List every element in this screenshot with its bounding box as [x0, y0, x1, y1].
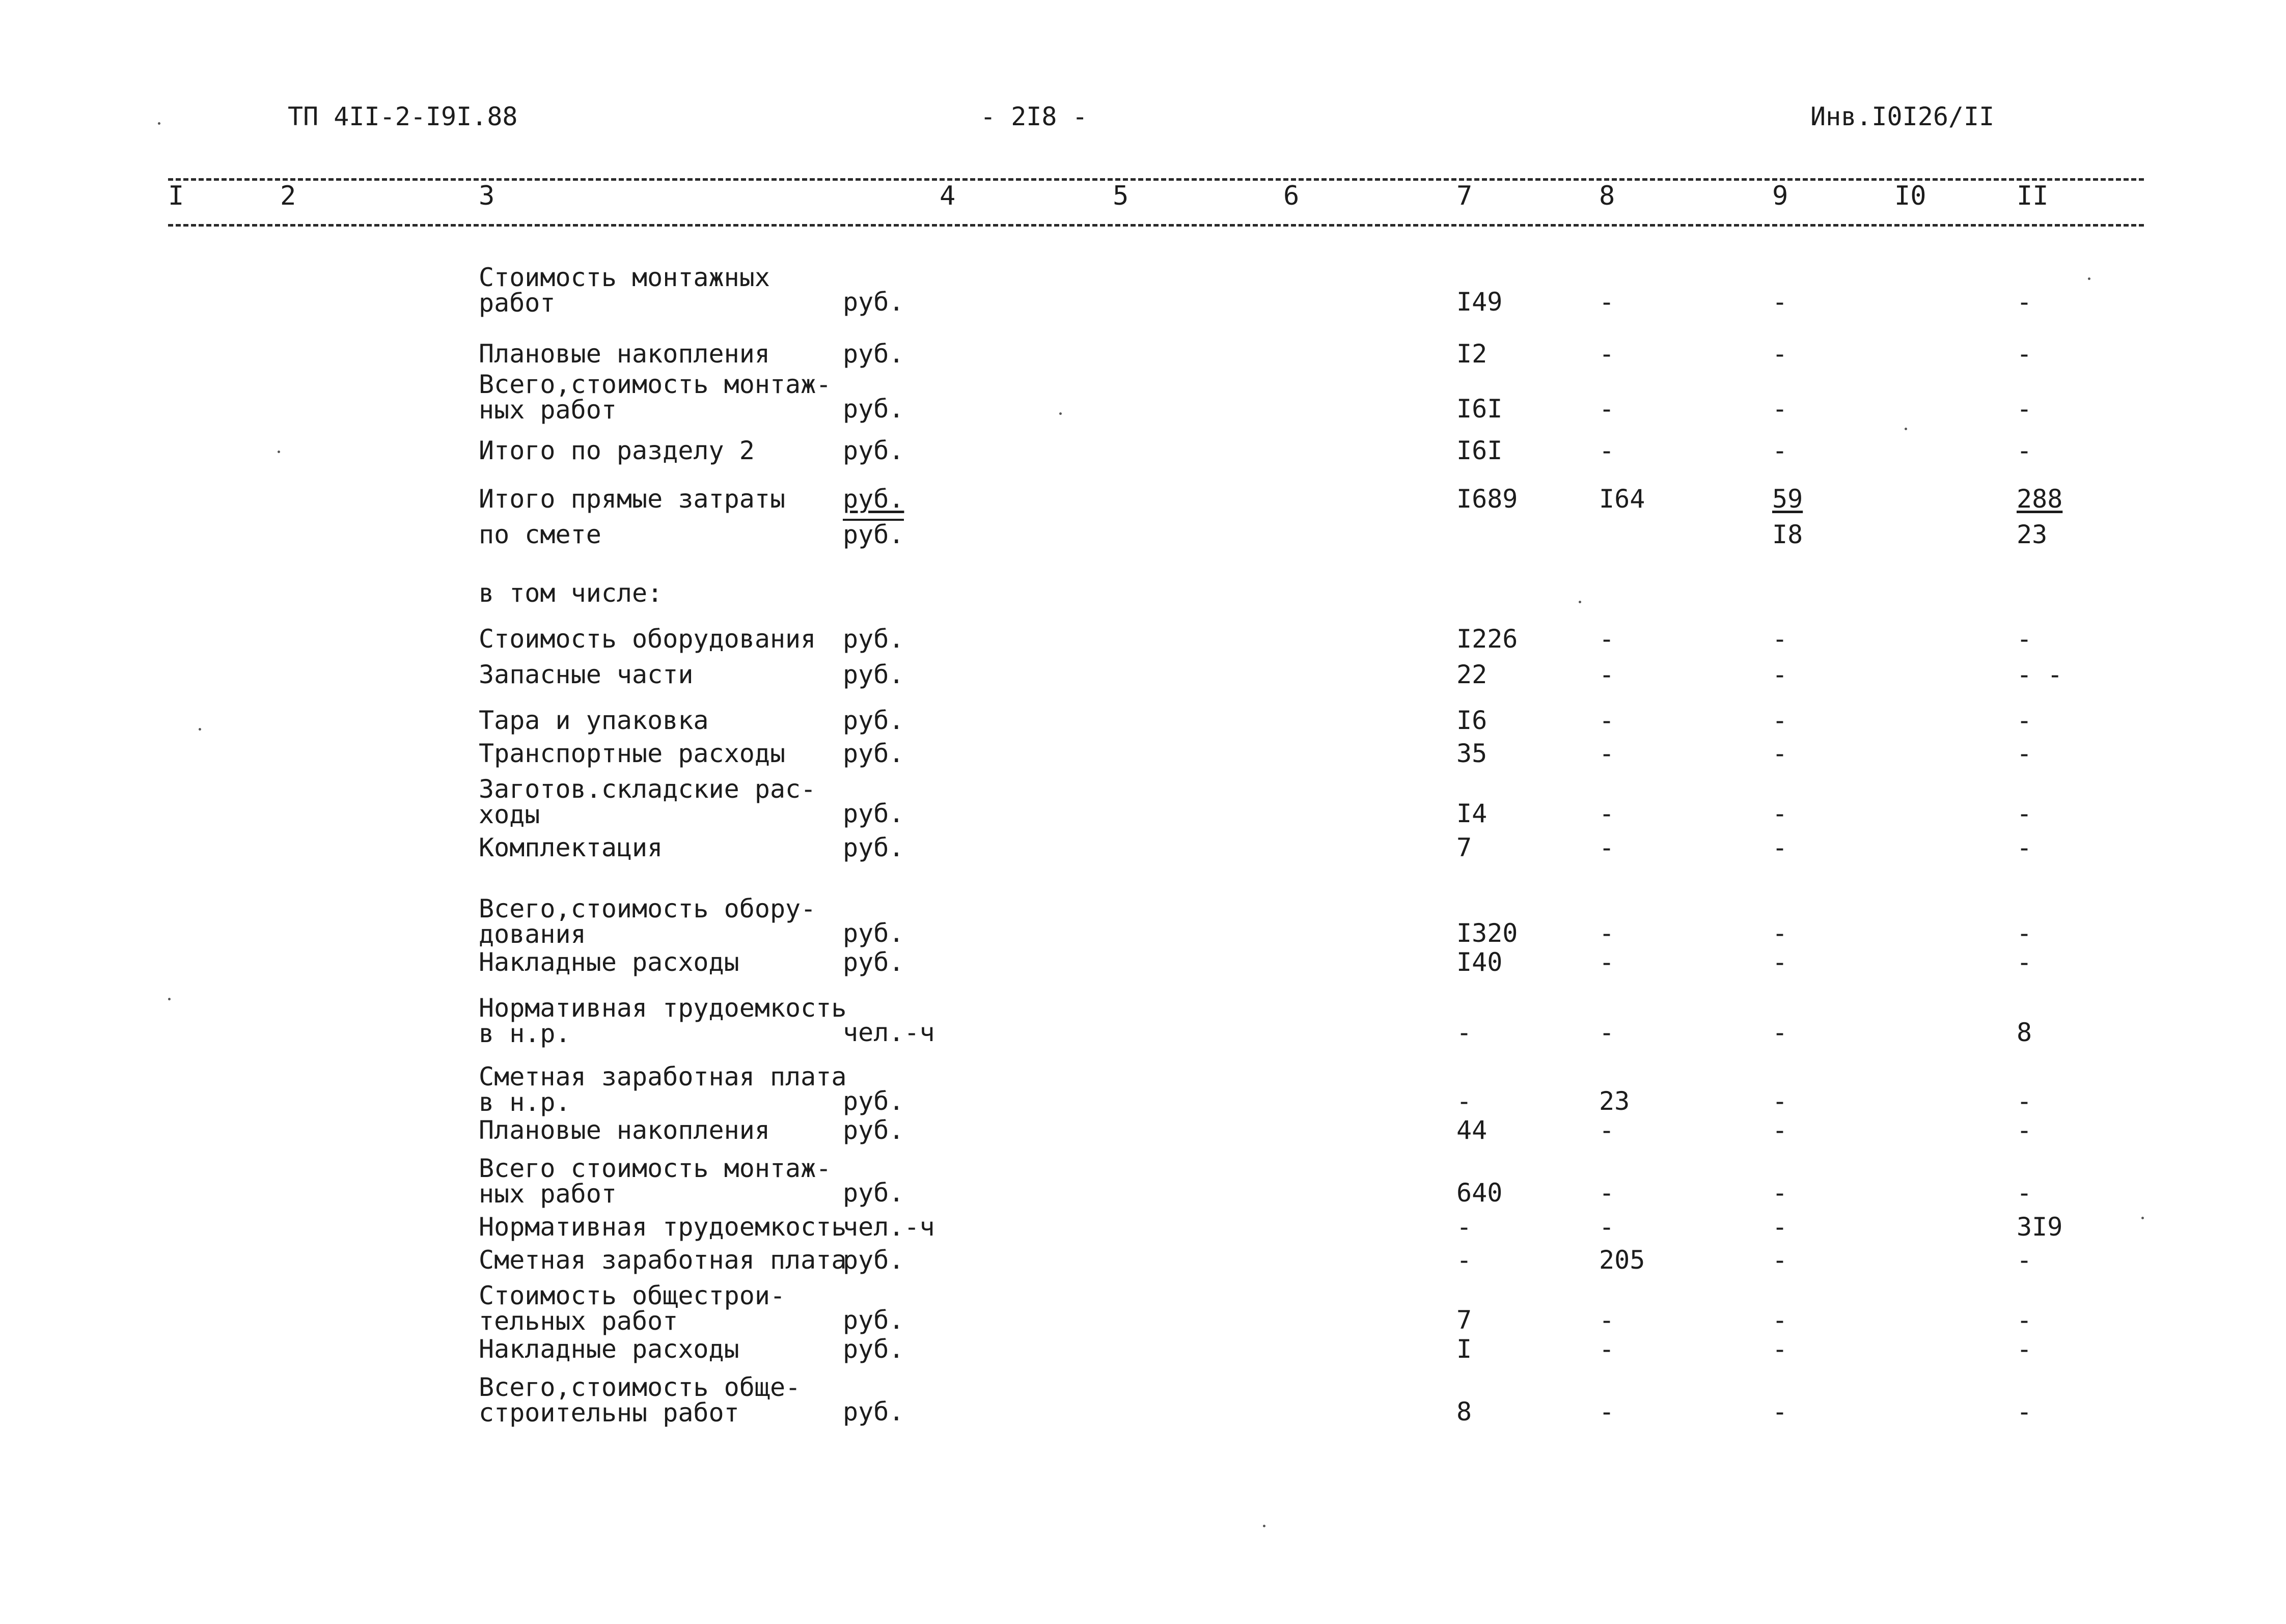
cell-col-11: 23 [2017, 520, 2048, 549]
row-unit: руб. [843, 1397, 904, 1426]
row-description: Запасные части [479, 660, 694, 689]
cell-col-9: - [1772, 394, 1788, 424]
cell-col-8: - [1599, 833, 1615, 862]
cell-col-11: - [2017, 1397, 2032, 1426]
cell-col-8: - [1599, 947, 1615, 977]
row-unit: руб. [843, 833, 904, 862]
cell-col-8: - [1599, 624, 1615, 654]
cell-col-11: - [2017, 1178, 2032, 1208]
row-unit: руб. [843, 624, 904, 654]
cell-col-11: - [2017, 624, 2032, 654]
cell-col-9: - [1772, 1212, 1788, 1242]
row-unit: руб. [843, 1334, 904, 1364]
cell-col-9: - [1772, 287, 1788, 317]
column-number-11: II [2017, 181, 2049, 211]
column-number-2: 2 [280, 181, 296, 211]
page-number: - 2I8 - [980, 102, 1088, 131]
cell-col-11: - [2017, 918, 2032, 948]
scan-speck [199, 728, 201, 731]
row-description: в том числе: [479, 578, 663, 608]
scan-speck [1579, 601, 1581, 603]
row-description: Стоимость оборудования [479, 624, 816, 654]
cell-col-9: - [1772, 1245, 1788, 1275]
row-unit: руб. [843, 484, 904, 514]
row-description: Стоимость монтажных работ [479, 263, 770, 318]
row-description: Всего,стоимость обору- дования [479, 894, 816, 949]
scan-speck [1059, 412, 1062, 415]
cell-col-11: 288 [2017, 484, 2063, 514]
row-unit: руб. [843, 706, 904, 735]
cell-col-7: 8 [1456, 1397, 1472, 1426]
row-unit: руб. [843, 1086, 904, 1116]
cell-col-9: - [1772, 1178, 1788, 1208]
cell-col-11: - [2017, 706, 2032, 735]
row-unit: руб. [843, 1115, 904, 1145]
cell-col-11: - [2017, 394, 2032, 424]
column-number-3: 3 [479, 181, 495, 211]
cell-col-8: - [1599, 1018, 1615, 1047]
row-description: Всего,стоимость обще- строительны работ [479, 1373, 801, 1427]
cell-col-9: - [1772, 624, 1788, 654]
row-unit: руб. [843, 1178, 904, 1208]
row-description: Сметная заработная плата в н.р. [479, 1062, 847, 1117]
row-description: Транспортные расходы [479, 739, 786, 768]
cell-col-7: - [1456, 1212, 1472, 1242]
row-description: Всего,стоимость монтаж- ных работ [479, 370, 832, 425]
row-unit: руб. [843, 1245, 904, 1275]
row-description: Накладные расходы [479, 1334, 739, 1364]
inventory-number: Инв.I0I26/II [1810, 102, 1995, 131]
row-description: Комплектация [479, 833, 663, 862]
cell-col-11: - [2017, 739, 2032, 768]
column-number-1: I [168, 181, 184, 211]
cell-col-9: - [1772, 436, 1788, 465]
row-description: Всего стоимость монтаж- ных работ [479, 1154, 832, 1209]
cell-col-11: - [2017, 1086, 2032, 1116]
column-number-9: 9 [1772, 181, 1788, 211]
scan-speck [1905, 428, 1907, 430]
cell-col-8: - [1599, 1115, 1615, 1145]
doc-code: ТП 4II-2-I9I.88 [288, 102, 518, 131]
cell-col-9: - [1772, 339, 1788, 369]
column-number-6: 6 [1283, 181, 1300, 211]
cell-col-8: - [1599, 1305, 1615, 1335]
scan-speck [158, 122, 160, 125]
row-unit: руб. [843, 339, 904, 369]
cell-col-7: - [1456, 1018, 1472, 1047]
cell-col-11: - [2017, 1334, 2032, 1364]
row-description: Плановые накопления [479, 339, 770, 369]
cell-col-8: - [1599, 706, 1615, 735]
cell-col-9: - [1772, 1305, 1788, 1335]
table-header-bottom-rule [168, 224, 2144, 227]
row-description: Сметная заработная плата [479, 1245, 847, 1275]
row-unit: руб. [843, 1305, 904, 1335]
cell-col-7: I2 [1456, 339, 1488, 369]
cell-col-11: 3I9 [2017, 1212, 2063, 1242]
cell-col-8: - [1599, 739, 1615, 768]
cell-col-9: - [1772, 833, 1788, 862]
cell-col-7: I6I [1456, 394, 1503, 424]
row-description: Итого по разделу 2 [479, 436, 755, 465]
cell-col-8: - [1599, 1334, 1615, 1364]
cell-col-7: 7 [1456, 1305, 1472, 1335]
cell-col-9: - [1772, 1086, 1788, 1116]
cell-col-9: - [1772, 918, 1788, 948]
column-number-4: 4 [940, 181, 956, 211]
column-number-10: I0 [1894, 181, 1926, 211]
cell-col-8: 23 [1599, 1086, 1630, 1116]
cell-col-9: - [1772, 706, 1788, 735]
cell-col-9: - [1772, 660, 1788, 689]
cell-col-11: - [2017, 833, 2032, 862]
cell-col-8: - [1599, 660, 1615, 689]
cell-col-11: - [2017, 947, 2032, 977]
cell-col-7: - [1456, 1245, 1472, 1275]
cell-col-9: - [1772, 947, 1788, 977]
cell-col-7: I40 [1456, 947, 1503, 977]
cell-col-8: - [1599, 394, 1615, 424]
cell-col-11: 8 [2017, 1018, 2032, 1047]
cell-col-8: - [1599, 287, 1615, 317]
scan-speck [2088, 277, 2090, 280]
cell-col-8: - [1599, 799, 1615, 828]
row-unit: чел.-ч [843, 1212, 935, 1242]
cell-col-8: - [1599, 436, 1615, 465]
cell-col-8: I64 [1599, 484, 1645, 514]
row-unit: руб. [843, 918, 904, 948]
row-unit: руб. [843, 287, 904, 317]
cell-col-9: - [1772, 1018, 1788, 1047]
row-description: по смете [479, 520, 601, 549]
cell-col-7: 7 [1456, 833, 1472, 862]
table-header-top-rule [168, 178, 2144, 181]
row-description: Заготов.складские рас- ходы [479, 774, 816, 829]
row-description: Нормативная трудоемкость [479, 1212, 847, 1242]
cell-col-9: I8 [1772, 520, 1803, 549]
row-description: Тара и упаковка [479, 706, 709, 735]
row-description: Плановые накопления [479, 1115, 770, 1145]
cell-col-7: 22 [1456, 660, 1488, 689]
scan-speck [278, 451, 280, 453]
cell-col-11: - [2017, 287, 2032, 317]
row-description: Итого прямые затраты [479, 484, 786, 514]
cell-col-11: - [2017, 1245, 2032, 1275]
column-number-8: 8 [1599, 181, 1615, 211]
cell-col-11: - [2017, 799, 2032, 828]
cell-col-7: I4 [1456, 799, 1488, 828]
row-description: Накладные расходы [479, 947, 739, 977]
cell-col-9: - [1772, 1397, 1788, 1426]
cell-col-11: - [2017, 1305, 2032, 1335]
scan-speck [1263, 1525, 1265, 1527]
row-unit: руб. [843, 394, 904, 424]
cell-col-7: I226 [1456, 624, 1518, 654]
cell-col-9: - [1772, 1115, 1788, 1145]
row-unit: руб. [843, 739, 904, 768]
cell-col-7: I6 [1456, 706, 1488, 735]
cell-col-9: 59 [1772, 484, 1803, 514]
row-unit: руб. [843, 660, 904, 689]
cell-col-8: - [1599, 1212, 1615, 1242]
cell-col-11: - [2017, 1115, 2032, 1145]
cell-col-7: 44 [1456, 1115, 1488, 1145]
cell-col-7: I6I [1456, 436, 1503, 465]
cell-col-11: - - [2017, 660, 2063, 689]
cell-col-7: - [1456, 1086, 1472, 1116]
cell-col-7: 640 [1456, 1178, 1503, 1208]
row-unit: руб. [843, 799, 904, 828]
cell-col-9: - [1772, 739, 1788, 768]
cell-col-7: I320 [1456, 918, 1518, 948]
scan-speck [2141, 1217, 2144, 1219]
column-number-5: 5 [1113, 181, 1129, 211]
row-unit: руб. [843, 947, 904, 977]
cell-col-8: 205 [1599, 1245, 1645, 1275]
row-unit: руб. [843, 520, 904, 549]
scan-speck [168, 998, 171, 1000]
row-unit: чел.-ч [843, 1018, 935, 1047]
cell-col-11: - [2017, 436, 2032, 465]
row-description: Нормативная трудоемкость в н.р. [479, 993, 847, 1048]
cell-col-7: I689 [1456, 484, 1518, 514]
row-unit: руб. [843, 436, 904, 465]
row-description: Стоимость общестрои- тельных работ [479, 1281, 786, 1336]
cell-col-7: I [1456, 1334, 1472, 1364]
cell-col-11: - [2017, 339, 2032, 369]
column-number-7: 7 [1456, 181, 1473, 211]
cell-col-8: - [1599, 339, 1615, 369]
cell-col-8: - [1599, 1397, 1615, 1426]
cell-col-7: 35 [1456, 739, 1488, 768]
cell-col-8: - [1599, 1178, 1615, 1208]
cell-col-7: I49 [1456, 287, 1503, 317]
cell-col-9: - [1772, 1334, 1788, 1364]
cell-col-8: - [1599, 918, 1615, 948]
cell-col-9: - [1772, 799, 1788, 828]
